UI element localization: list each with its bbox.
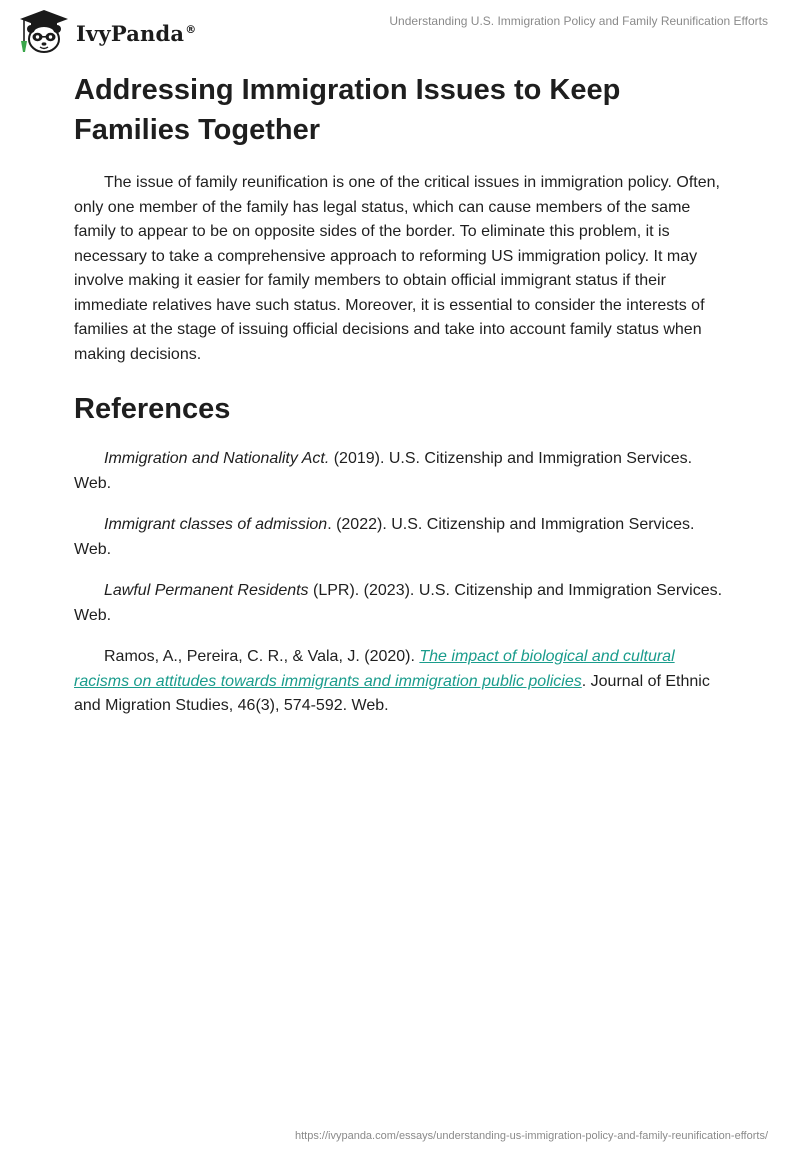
reference-item: [74, 447, 726, 496]
panda-graduation-cap-icon: [16, 8, 72, 56]
document-title: Understanding U.S. Immigration Policy and Family Reunification Efforts: [389, 14, 768, 28]
references-heading: References: [74, 393, 231, 425]
reference-title: Lawful Permanent Residents: [104, 582, 309, 599]
body-paragraph: The issue of family reunification is one of the critical issues in immigration policy. Often, only one member of the family has legal status, which can cause members of the same family to appear to be on opposite sides of the border. To eliminate this problem, it is necessary to take a comprehensive approach to reforming US immigration policy. It may involve making it easier for family members to obtain official immigrant status if their immediate relatives have such status. Moreover, it is essential to consider the interests of families at the stage of issuing official decisions and take into account family status when making decisions.: [74, 174, 720, 363]
reference-details: . (2022). U.S. Citizenship and Immigration Services. Web.: [74, 516, 695, 558]
section-heading: Addressing Immigration Issues to Keep Families Together: [74, 74, 621, 146]
page-header: [16, 8, 768, 68]
reference-item: [74, 579, 726, 628]
footer-url: https://ivypanda.com/essays/understanding-us-immigration-policy-and-family-reunification-efforts/: [295, 1130, 768, 1142]
reference-item: [74, 513, 726, 562]
reference-title: Immigrant classes of admission: [104, 516, 328, 533]
brand-name: IvyPanda®: [76, 20, 197, 46]
reference-list: [74, 447, 726, 719]
article-content: [74, 70, 726, 719]
reference-authors: Ramos, A., Pereira, C. R., & Vala, J. (2020).: [104, 648, 420, 665]
reference-details: (LPR). (2023). U.S. Citizenship and Immigration Services. Web.: [74, 582, 723, 624]
ivypanda-logo[interactable]: [16, 8, 196, 56]
reference-item: [74, 645, 726, 719]
reference-details: (2019). U.S. Citizenship and Immigration Services. Web.: [74, 450, 693, 492]
registered-mark: ®: [185, 22, 197, 36]
reference-link[interactable]: The impact of biological and cultural racisms on attitudes towards immigrants and immigration public policies: [74, 648, 675, 690]
reference-title: Immigration and Nationality Act.: [104, 450, 330, 467]
reference-details: . Journal of Ethnic and Migration Studies, 46(3), 574-592. Web.: [74, 672, 710, 714]
